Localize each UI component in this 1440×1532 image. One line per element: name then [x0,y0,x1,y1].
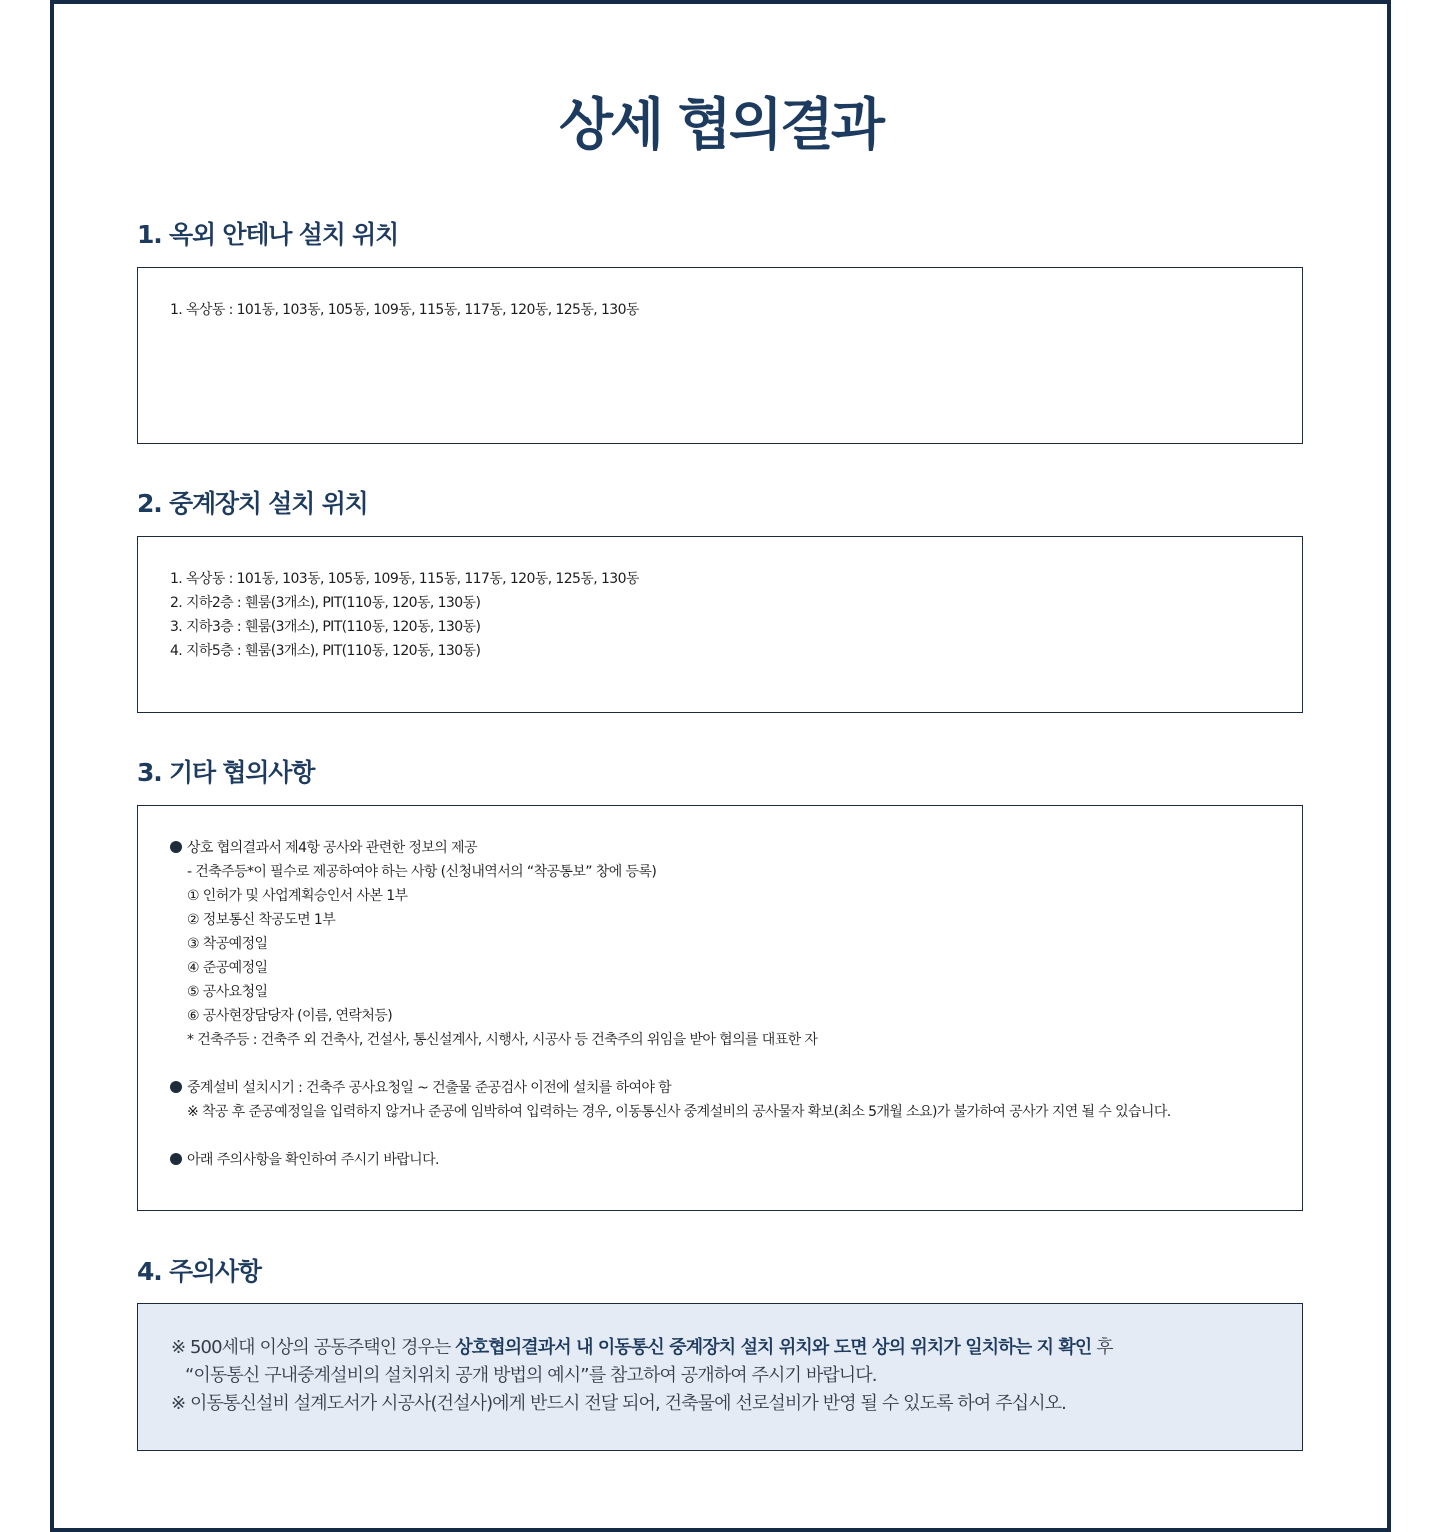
bullet-icon [170,1081,182,1093]
spacer [170,1124,1302,1148]
outdoor-antenna-box [137,267,1303,444]
precautions-box [137,1303,1303,1451]
list-item: ④ 준공예정일 [187,960,268,976]
section-heading-outdoor-antenna: 1. 옥외 안테나 설치 위치 [137,220,399,249]
list-item: * 건축주등 : 건축주 외 건축사, 건설사, 통신설계사, 시행사, 시공사 등 건축주의 위임을 받아 협의를 대표한 자 [187,1032,818,1048]
list-item: 1. 옥상동 : 101동, 103동, 105동, 109동, 115동, 117동, 120동, 125동, 130동 [170,302,639,318]
list-item: ※ 착공 후 준공예정일을 입력하지 않거나 준공에 임박하여 입력하는 경우, 이동통신사 중계설비의 공사물자 확보(최소 5개월 소요)가 불가하여 공사가 지연 될 수 있습니다. [187,1104,1171,1120]
spacer [170,1052,1302,1076]
list-item: - 건축주등*이 필수로 제공하여야 하는 사항 (신청내역서의 “착공통보” 창에 등록) [187,864,657,880]
notice-line: ※ 500세대 이상의 공동주택인 경우는 상호협의결과서 내 이동통신 중계장치 설치 위치와 도면 상의 위치가 일치하는 지 확인 후 [171,1337,1113,1358]
section-heading-other-matters: 3. 기타 협의사항 [137,758,315,787]
bullet-icon [170,1153,182,1165]
other-matters-box [137,805,1303,1211]
list-item: ③ 착공예정일 [187,936,268,952]
section-heading-precautions: 4. 주의사항 [137,1257,261,1286]
section-heading-repeater-location: 2. 중계장치 설치 위치 [137,489,368,518]
document-frame [50,0,1391,1532]
notice-emphasis: 상호협의결과서 내 이동통신 중계장치 설치 위치와 도면 상의 위치가 일치하는 지 확인 [455,1337,1092,1358]
repeater-location-box [137,536,1303,713]
list-item: ⑤ 공사요청일 [187,984,268,1000]
list-item: 4. 지하5층 : 휀룸(3개소), PIT(110동, 120동, 130동) [170,643,481,659]
list-item: 2. 지하2층 : 휀룸(3개소), PIT(110동, 120동, 130동) [170,595,481,611]
notice-line: “이동통신 구내중계설비의 설치위치 공개 방법의 예시”를 참고하여 공개하여 주시기 바랍니다. [185,1365,877,1386]
notice-line: ※ 이동통신설비 설계도서가 시공사(건설사)에게 반드시 전달 되어, 건축물에 선로설비가 반영 될 수 있도록 하여 주십시오. [171,1393,1066,1414]
list-item: 상호 협의결과서 제4항 공사와 관련한 정보의 제공 [170,836,1302,860]
list-item: 아래 주의사항을 확인하여 주시기 바랍니다. [170,1148,1302,1172]
bullet-icon [170,841,182,853]
list-item: 중계설비 설치시기 : 건축주 공사요청일 ~ 건출물 준공검사 이전에 설치를 하여야 함 [170,1076,1302,1100]
list-item: ① 인허가 및 사업계획승인서 사본 1부 [187,888,408,904]
list-item: ⑥ 공사현장담당자 (이름, 연락처등) [187,1008,393,1024]
list-item: ② 정보통신 착공도면 1부 [187,912,336,928]
list-item: 1. 옥상동 : 101동, 103동, 105동, 109동, 115동, 117동, 120동, 125동, 130동 [170,571,639,587]
page-title: 상세 협의결과 [558,93,883,158]
list-item: 3. 지하3층 : 휀룸(3개소), PIT(110동, 120동, 130동) [170,619,481,635]
